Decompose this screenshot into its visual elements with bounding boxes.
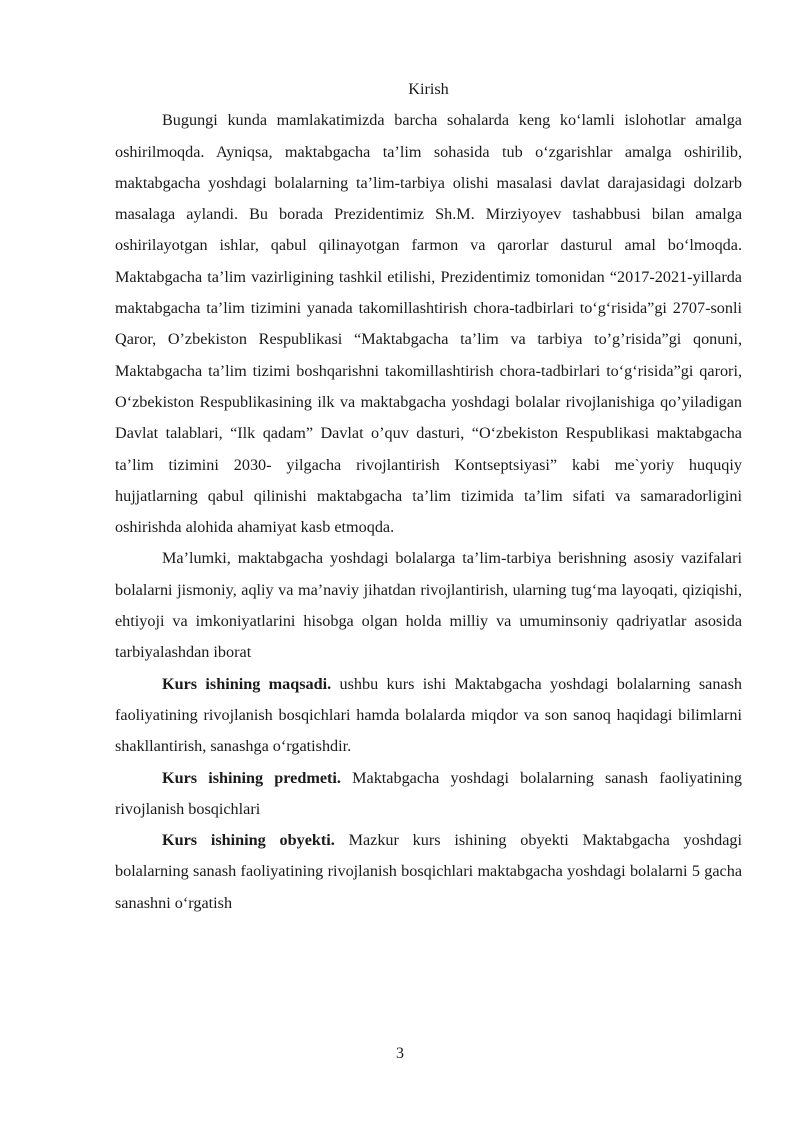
subject-label: Kurs ishining predmeti. (162, 768, 341, 787)
goal-paragraph (115, 669, 742, 763)
intro-paragraph: Bugungi kunda mamlakatimizda barcha sohalarda keng ko‘lamli islohotlar amalga oshirilmoqda. Ayniqsa, maktabgacha ta’lim sohasida tub o‘zgarishlar amalga oshirilib, maktabgacha yoshdagi bolalarning ta’lim-tarbiya olishi masalasi davlat darajasidagi dolzarb masalaga aylandi. Bu borada Prezidentimiz Sh.M. Mirziyoyev tashabbusi bilan amalga oshirilayotgan ishlar, qabul qilinayotgan farmon va qarorlar dasturul amal bo‘lmoqda. Maktabgacha ta’lim vazirligining tashkil etilishi, Prezidentimiz tomonidan “2017-2021-yillarda maktabgacha ta’lim tizimini yanada takomillashtirish chora-tadbirlari to‘g‘risida”gi 2707-sonli Qaror, O’zbekiston Respublikasi “Maktabgacha ta’lim va tarbiya to’g’risida”gi qonuni, Maktabgacha ta’lim tizimi boshqarishni takomillashtirish chora-tadbirlari to‘g‘risida”gi qarori, O‘zbekiston Respublikasining ilk va maktabgacha yoshdagi bolalar rivojlanishiga qo’yiladigan Davlat talablari, “Ilk qadam” Davlat o’quv dasturi, “O‘zbekiston Respublikasi maktabgacha ta’lim tizimini 2030- yilgacha rivojlantirish Kontseptsiyasi” kabi me`yoriy huquqiy hujjatlarning qabul qilinishi maktabgacha ta’lim tizimida ta’lim sifati va samaradorligini oshirishda alohida ahamiyat kasb etmoqda. (115, 111, 742, 537)
page-body (115, 74, 742, 919)
subject-paragraph (115, 763, 742, 826)
object-label: Kurs ishining obyekti. (162, 831, 335, 850)
subject-text: Maktabgacha yoshdagi bolalarning sanash faoliyatining rivojlanish bosqichlari (115, 768, 742, 818)
object-text: Mazkur kurs ishining obyekti Maktabgacha yoshdagi bolalarning sanash faoliyatining rivojlanish bosqichlari maktabgacha yoshdagi bolalarni 5 gacha sanashni o‘rgatish (115, 831, 742, 912)
goal-label: Kurs ishining maqsadi. (162, 674, 332, 693)
section-title: Kirish (408, 80, 449, 98)
object-paragraph (115, 825, 742, 919)
page-number: 3 (396, 1045, 404, 1062)
goal-text: ushbu kurs ishi Maktabgacha yoshdagi bolalarning sanash faoliyatining rivojlanish bosqichlari hamda bolalarda miqdor va son sanoq haqidagi bilimlarni shakllantirish, sanashga o‘rgatishdir. (115, 674, 742, 756)
tasks-paragraph: Ma’lumki, maktabgacha yoshdagi bolalarga ta’lim-tarbiya berishning asosiy vazifalari bolalarni jismoniy, aqliy va ma’naviy jihatdan rivojlantirish, ularning tug‘ma layoqati, qiziqishi, ehtiyoji va imkoniyatlarini hisobga olgan holda milliy va umuminsoniy qadriyatlar asosida tarbiyalashdan iborat (115, 549, 742, 662)
